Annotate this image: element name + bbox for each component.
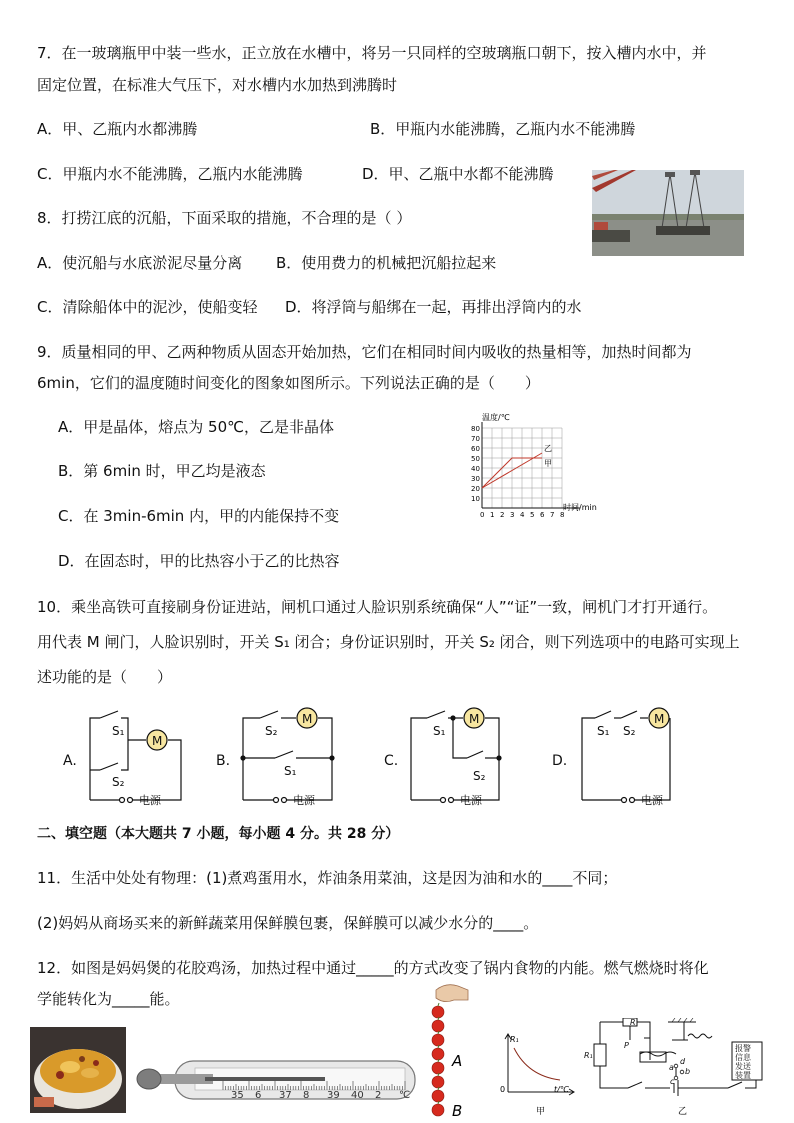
circuit-r-label: R bbox=[630, 1018, 636, 1027]
circuit-b-motor-label: M bbox=[302, 712, 313, 726]
q9-option-c: C．在 3min-6min 内，甲的内能保持不变 bbox=[58, 507, 340, 525]
circuit-a-motor-label: M bbox=[152, 734, 163, 748]
q11-line1: 11．生活中处处有物理：(1)煮鸡蛋用水，炸油条用菜油，这是因为油和水的____不同； bbox=[37, 869, 618, 887]
circuit-r1-label: R₁ bbox=[584, 1051, 593, 1060]
q7-option-a: A．甲、乙瓶内水都沸腾 bbox=[37, 120, 198, 138]
circuit-caption: 乙 bbox=[678, 1107, 688, 1117]
apple-icon bbox=[432, 1006, 444, 1018]
q12-line2: 学能转化为_____能。 bbox=[37, 990, 180, 1008]
circuit-c-motor-label: M bbox=[469, 712, 480, 726]
y-tick-label: 30 bbox=[471, 475, 480, 483]
circuit-c-s2-label: S₂ bbox=[473, 769, 486, 783]
q7-stem-line1: 7．在一玻璃瓶甲中装一些水，正立放在水槽中，将另一只同样的空玻璃瓶口朝下，按入槽内水中，并 bbox=[37, 44, 707, 62]
chart-y-label: 温度/℃ bbox=[482, 413, 510, 422]
series-label-0: 乙 bbox=[544, 444, 552, 453]
graph-x-label: t/℃ bbox=[554, 1085, 569, 1094]
section-2-heading: 二、填空题（本大题共 7 小题，每小题 4 分。共 28 分） bbox=[37, 826, 400, 842]
q8-option-d: D．将浮筒与船绑在一起，再排出浮筒内的水 bbox=[285, 298, 582, 316]
graph-caption: 甲 bbox=[536, 1107, 546, 1117]
chart-grid bbox=[482, 422, 580, 508]
q7-option-c: C．甲瓶内水不能沸腾，乙瓶内水能沸腾 bbox=[37, 165, 303, 183]
x-tick-label: 2 bbox=[500, 511, 505, 519]
circuit-option-d: D. bbox=[552, 753, 568, 769]
circuit-c-power-label: 电源 bbox=[460, 794, 482, 807]
circuit-d-power-label: 电源 bbox=[641, 794, 663, 807]
alarm-line-1: 报警 bbox=[735, 1044, 751, 1053]
chart-x-label: 时间/min bbox=[563, 503, 597, 512]
q11-line2: (2)妈妈从商场买来的新鲜蔬菜用保鲜膜包裹，保鲜膜可以减少水分的____。 bbox=[37, 914, 539, 932]
series-label-1: 甲 bbox=[544, 459, 552, 468]
chart-ticks bbox=[471, 425, 564, 519]
label-a: A bbox=[452, 1052, 463, 1070]
circuit-b-label: b bbox=[685, 1067, 691, 1076]
thermo-tick-label: 2 bbox=[375, 1090, 382, 1101]
circuit-b-power-label: 电源 bbox=[293, 794, 315, 807]
thermo-tick-label: 8 bbox=[303, 1090, 310, 1101]
x-tick-label: 5 bbox=[530, 511, 535, 519]
circuit-b-s1-label: S₁ bbox=[284, 764, 297, 778]
y-tick-label: 60 bbox=[471, 445, 480, 453]
apple-icon bbox=[432, 1076, 444, 1088]
circuit-a-s1-label: S₁ bbox=[112, 724, 125, 738]
q10-stem-line2: 用代表 M 闸门，人脸识别时，开关 S₁ 闭合；身份证识别时，开关 S₂ 闭合，则下列选项中的电路可实现上 bbox=[37, 633, 740, 651]
temperature-time-chart bbox=[460, 410, 610, 530]
y-tick-label: 40 bbox=[471, 465, 480, 473]
graph-y-label: R₁ bbox=[510, 1035, 519, 1044]
q8-option-a: A．使沉船与水底淤泥尽量分离 bbox=[37, 254, 243, 272]
alarm-line-3: 发送 bbox=[735, 1062, 751, 1071]
x-tick-label: 0 bbox=[480, 511, 485, 519]
thermo-tick-label: 35 bbox=[231, 1090, 244, 1101]
thermo-tick-label: ℃ bbox=[399, 1090, 411, 1101]
q7-option-d: D．甲、乙瓶中水都不能沸腾 bbox=[362, 165, 554, 183]
q7-option-b: B．甲瓶内水能沸腾，乙瓶内水不能沸腾 bbox=[370, 120, 636, 138]
chicken-soup-photo bbox=[30, 1027, 126, 1113]
graph-origin: 0 bbox=[500, 1085, 506, 1094]
thermo-tick-label: 37 bbox=[279, 1090, 292, 1101]
hand-icon bbox=[436, 985, 468, 1002]
apple-icon bbox=[432, 1020, 444, 1032]
x-tick-label: 4 bbox=[520, 511, 525, 519]
circuit-a-s2-label: S₂ bbox=[112, 775, 125, 789]
alarm-line-4: 装置 bbox=[735, 1071, 751, 1080]
x-tick-label: 1 bbox=[490, 511, 495, 519]
circuit-d-s1-label: S₁ bbox=[597, 724, 610, 738]
q9-option-a: A．甲是晶体，熔点为 50℃，乙是非晶体 bbox=[58, 418, 334, 436]
q10-circuit-options bbox=[55, 700, 775, 815]
q10-stem-line3: 述功能的是（ ） bbox=[37, 668, 173, 686]
circuit-p-label: P bbox=[624, 1041, 629, 1050]
q8-stem: 8．打捞江底的沉船，下面采取的措施，不合理的是（ ） bbox=[37, 209, 412, 227]
chart-series bbox=[482, 444, 552, 488]
circuit-d-label: d bbox=[680, 1057, 686, 1066]
y-tick-label: 80 bbox=[471, 425, 480, 433]
apple-stack-figure bbox=[428, 982, 474, 1122]
q7-stem-line2: 固定位置，在标准大气压下，对水槽内水加热到沸腾时 bbox=[37, 76, 398, 94]
y-tick-label: 50 bbox=[471, 455, 480, 463]
q9-option-b: B．第 6min 时，甲乙均是液态 bbox=[58, 462, 266, 480]
x-tick-label: 8 bbox=[560, 511, 565, 519]
circuit-d-motor-label: M bbox=[654, 712, 665, 726]
circuit-a-power-label: 电源 bbox=[139, 794, 161, 807]
y-tick-label: 20 bbox=[471, 485, 480, 493]
apple-icon bbox=[432, 1090, 444, 1102]
alarm-line-2: 信息 bbox=[735, 1053, 751, 1062]
apple-stem bbox=[438, 1003, 439, 1006]
circuit-c-label: c bbox=[670, 1077, 675, 1086]
thermo-tick-label: 40 bbox=[351, 1090, 364, 1101]
circuit-option-c: C. bbox=[384, 753, 399, 769]
circuit-a-label: a bbox=[669, 1063, 674, 1072]
salvage-crane-photo bbox=[592, 170, 744, 256]
clinical-thermometer bbox=[135, 1055, 420, 1110]
alarm-circuit-diagram bbox=[578, 1018, 778, 1120]
label-b: B bbox=[452, 1102, 463, 1120]
q12-line1: 12．如图是妈妈煲的花胶鸡汤，加热过程中通过_____的方式改变了锅内食物的内能。燃气燃烧时将化 bbox=[37, 959, 709, 977]
q10-stem-line1: 10．乘坐高铁可直接刷身份证进站，闸机口通过人脸识别系统确保“人”“证”一致，闸机门才打开通行。 bbox=[37, 598, 718, 616]
y-tick-label: 10 bbox=[471, 495, 480, 503]
x-tick-label: 7 bbox=[550, 511, 555, 519]
circuit-option-a: A. bbox=[63, 753, 77, 769]
resistance-temperature-graph bbox=[492, 1030, 582, 1118]
q9-stem-line2: 6min，它们的温度随时间变化的图象如图所示。下列说法正确的是（ ） bbox=[37, 374, 540, 392]
thermo-tick-label: 6 bbox=[255, 1090, 262, 1101]
thermo-tick-label: 39 bbox=[327, 1090, 340, 1101]
q9-stem-line1: 9．质量相同的甲、乙两种物质从固态开始加热，它们在相同时间内吸收的热量相等，加热时间都为 bbox=[37, 343, 692, 361]
circuit-option-b: B. bbox=[216, 753, 231, 769]
apple-icon bbox=[432, 1104, 444, 1116]
circuit-c-s1-label: S₁ bbox=[433, 724, 446, 738]
circuit-b-s2-label: S₂ bbox=[265, 724, 278, 738]
q9-option-d: D．在固态时，甲的比热容小于乙的比热容 bbox=[58, 552, 340, 570]
apple-icon bbox=[432, 1062, 444, 1074]
q8-option-b: B．使用费力的机械把沉船拉起来 bbox=[276, 254, 497, 272]
apple-icon bbox=[432, 1034, 444, 1046]
q8-option-c: C．清除船体中的泥沙，使船变轻 bbox=[37, 298, 258, 316]
x-tick-label: 3 bbox=[510, 511, 515, 519]
circuit-d-s2-label: S₂ bbox=[623, 724, 636, 738]
apple-icon bbox=[432, 1048, 444, 1060]
y-tick-label: 70 bbox=[471, 435, 480, 443]
x-tick-label: 6 bbox=[540, 511, 545, 519]
